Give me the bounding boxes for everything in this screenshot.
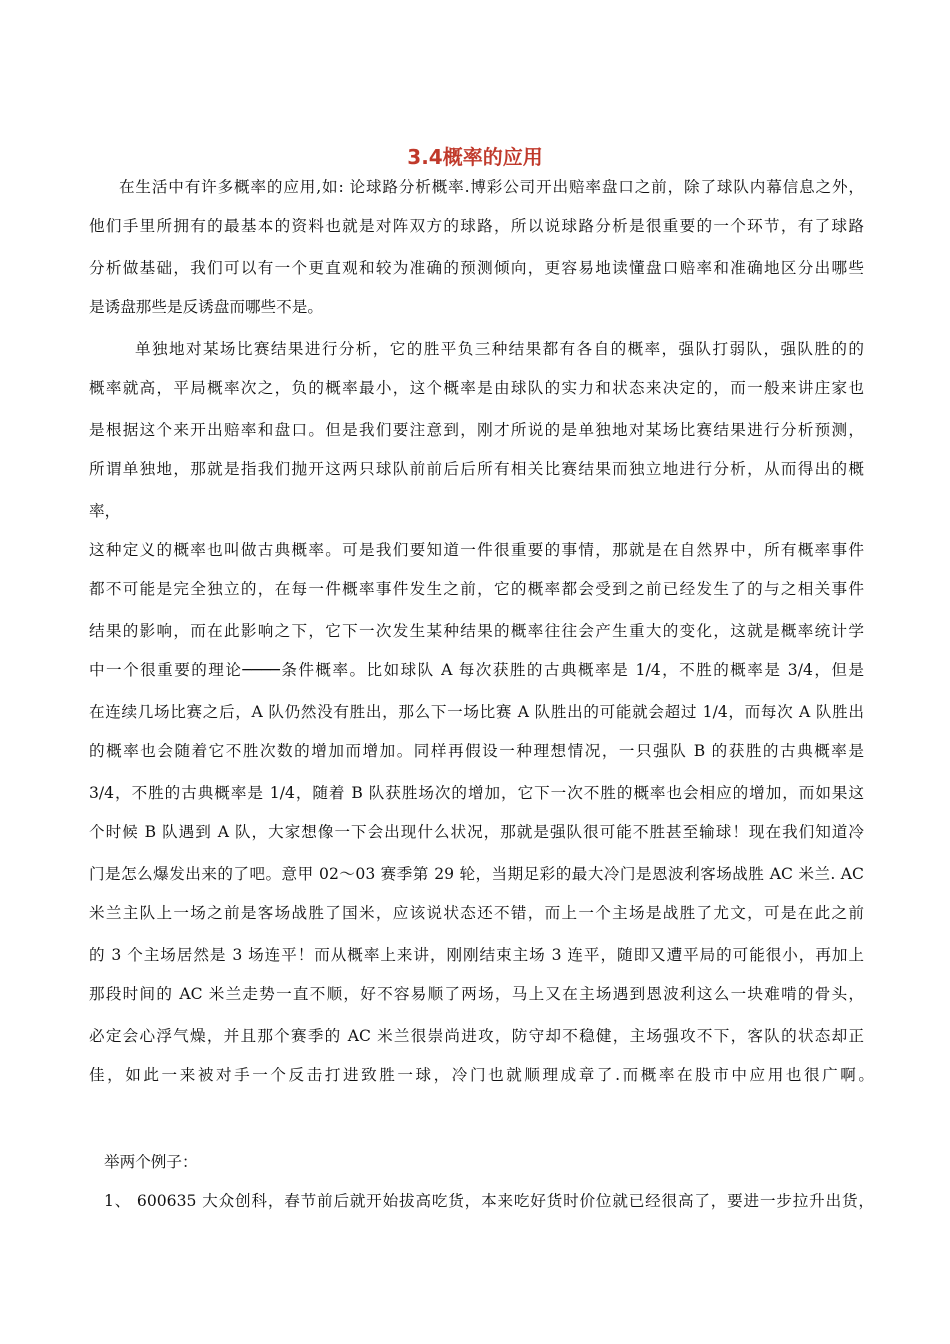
paragraph-line: 个时候 B 队遇到 A 队，大家想像一下会出现什么状况，那就是强队很可能不胜甚至输球！现在我们知道冷	[89, 823, 864, 841]
paragraph-line: 米兰主队上一场之前是客场战胜了国米，应该说状态还不错，而上一个主场是战胜了尤文，可是在此之前	[89, 904, 864, 922]
paragraph-line: 举两个例子：	[104, 1153, 198, 1171]
paragraph-line: 的 3 个主场居然是 3 场连平！而从概率上来讲，刚刚结束主场 3 连平，随即又遭平局的可能很小，再加上	[89, 946, 864, 964]
paragraph-line: 在生活中有许多概率的应用,如: 论球路分析概率.博彩公司开出赔率盘口之前，除了球队内幕信息之外，	[119, 178, 864, 196]
paragraph-line: 那段时间的 AC 米兰走势一直不顺，好不容易顺了两场，马上又在主场遇到恩波利这么一块难啃的骨头，	[89, 985, 864, 1003]
paragraph-line: 分析做基础，我们可以有一个更直观和较为准确的预测倾向，更容易地读懂盘口赔率和准确地区分出哪些	[89, 259, 864, 277]
paragraph-line: 必定会心浮气燥，并且那个赛季的 AC 米兰很崇尚进攻，防守却不稳健，主场强攻不下，客队的状态却正	[89, 1027, 864, 1045]
paragraph-line: 是诱盘那些是反诱盘而哪些不是。	[89, 298, 323, 316]
paragraph-line: 都不可能是完全独立的，在每一件概率事件发生之前，它的概率都会受到之前已经发生了的与之相关事件	[89, 580, 864, 598]
paragraph-line: 率，	[89, 502, 121, 520]
paragraph-line: 3/4，不胜的古典概率是 1/4，随着 B 队获胜场次的增加，它下一次不胜的概率也会相应的增加，而如果这	[89, 784, 864, 802]
paragraph-line: 这种定义的概率也叫做古典概率。可是我们要知道一件很重要的事情，那就是在自然界中，所有概率事件	[89, 541, 864, 559]
paragraph-line: 门是怎么爆发出来的了吧。意甲 02～03 赛季第 29 轮，当期足彩的最大冷门是恩波利客场战胜 AC 米兰. AC	[89, 865, 864, 883]
paragraph-line: 的概率也会随着它不胜次数的增加而增加。同样再假设一种理想情况，一只强队 B 的获胜的古典概率是	[89, 742, 864, 760]
paragraph-line: 是根据这个来开出赔率和盘口。但是我们要注意到，刚才所说的是单独地对某场比赛结果进行分析预测，	[89, 421, 864, 439]
paragraph-line: 概率就高，平局概率次之，负的概率最小，这个概率是由球队的实力和状态来决定的，而一般来讲庄家也	[89, 379, 864, 397]
document-title: 3.4概率的应用	[407, 145, 543, 169]
paragraph-line: 单独地对某场比赛结果进行分析，它的胜平负三种结果都有各自的概率，强队打弱队，强队胜的的	[135, 340, 864, 358]
paragraph-line: 所谓单独地，那就是指我们抛开这两只球队前前后后所有相关比赛结果而独立地进行分析，从而得出的概	[89, 460, 864, 478]
paragraph-line: 1、 600635 大众创科，春节前后就开始拔高吃货，本来吃好货时价位就已经很高了，要进一步拉升出货，	[104, 1192, 874, 1210]
paragraph-line: 结果的影响，而在此影响之下，它下一次发生某种结果的概率往往会产生重大的变化，这就是概率统计学	[89, 622, 864, 640]
paragraph-line: 在连续几场比赛之后，A 队仍然没有胜出，那么下一场比赛 A 队胜出的可能就会超过 1/4，而每次 A 队胜出	[89, 703, 864, 721]
paragraph-line: 他们手里所拥有的最基本的资料也就是对阵双方的球路，所以说球路分析是很重要的一个环节，有了球路	[89, 217, 864, 235]
paragraph-line: 中一个很重要的理论────条件概率。比如球队 A 每次获胜的古典概率是 1/4，不胜的概率是 3/4，但是	[89, 661, 864, 679]
paragraph-line: 佳，如此一来被对手一个反击打进致胜一球，冷门也就顺理成章了.而概率在股市中应用也很广啊。	[89, 1066, 874, 1084]
